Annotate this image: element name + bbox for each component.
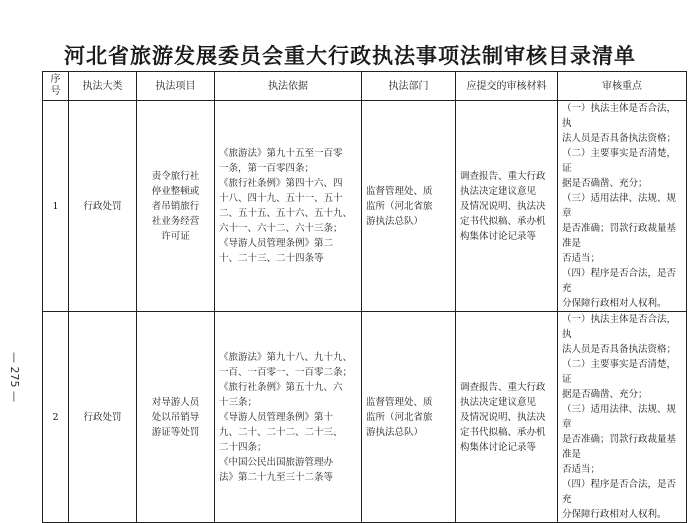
text-line: 《旅行社条例》第五十九、六 bbox=[219, 381, 343, 393]
text-line: 责令旅行社 bbox=[151, 170, 200, 182]
page-number: — 275 — bbox=[8, 352, 21, 402]
text-line: 九、二十、二十二、二十三、 bbox=[219, 426, 343, 438]
row-seq: 1 bbox=[43, 101, 69, 312]
row-item bbox=[137, 101, 215, 312]
row-materials bbox=[456, 312, 558, 523]
text-line: 分保障行政相对人权利。 bbox=[562, 298, 667, 309]
text-line: （四）程序是否合法，是否充 bbox=[562, 268, 677, 294]
text-line: 调查报告、重大行政 bbox=[460, 170, 546, 182]
text-line: （二）主要事实是否清楚，证 bbox=[562, 148, 677, 174]
text-line: 《导游人员管理条例》第二 bbox=[219, 238, 334, 249]
text-line: 《导游人员管理条例》第十 bbox=[219, 411, 334, 423]
text-line: 《中国公民出国旅游管理办 bbox=[219, 456, 334, 468]
text-line: 处以吊销导 bbox=[151, 411, 200, 423]
text-line: 执法决定建议意见 bbox=[460, 396, 537, 408]
table-header-row bbox=[43, 72, 687, 101]
text-line: 监督管理处、质 bbox=[366, 396, 433, 408]
header-seq: 序号 bbox=[43, 72, 69, 101]
row-points bbox=[558, 101, 687, 312]
text-line: 分保障行政相对人权利。 bbox=[562, 509, 667, 520]
row-seq: 2 bbox=[43, 312, 69, 523]
text-line: 一百、一百零一、一百零二条； bbox=[219, 366, 353, 378]
text-line: 六十一、六十二、六十三条； bbox=[219, 223, 343, 234]
text-line: 停业整顿或 bbox=[151, 185, 200, 197]
text-line: 定书代拟稿、承办机 bbox=[460, 426, 546, 438]
text-line: 定书代拟稿、承办机 bbox=[460, 215, 546, 227]
text-line: 及情况说明、执法决 bbox=[460, 411, 546, 423]
text-line: 调查报告、重大行政 bbox=[460, 381, 546, 393]
text-line: 十三条； bbox=[219, 396, 258, 408]
text-line: 构集体讨论记录等 bbox=[460, 441, 537, 453]
row-item bbox=[137, 312, 215, 523]
header-basis: 执法依据 bbox=[215, 72, 362, 101]
header-item: 执法项目 bbox=[137, 72, 215, 101]
text-line: 是否准确；罚款行政裁量基准是 bbox=[562, 434, 677, 460]
text-line: （三）适用法律、法规、规章 bbox=[562, 193, 677, 219]
text-line: （一）执法主体是否合法，执 bbox=[562, 103, 677, 129]
text-line: 构集体讨论记录等 bbox=[460, 230, 537, 242]
header-dept: 执法部门 bbox=[362, 72, 456, 101]
text-line: 游执法总队） bbox=[366, 426, 424, 438]
text-line: 游执法总队） bbox=[366, 215, 424, 227]
row-materials bbox=[456, 101, 558, 312]
header-points: 审核重点 bbox=[558, 72, 687, 101]
text-line: 监所（河北省旅 bbox=[366, 411, 433, 423]
header-materials: 应提交的审核材料 bbox=[456, 72, 558, 101]
text-line: 《旅行社条例》第四十六、四 bbox=[219, 178, 343, 189]
text-line: （一）执法主体是否合法，执 bbox=[562, 314, 677, 340]
text-line: 对导游人员 bbox=[151, 396, 200, 408]
table-row bbox=[43, 312, 687, 523]
text-line: （四）程序是否合法，是否充 bbox=[562, 479, 677, 505]
text-line: 监所（河北省旅 bbox=[366, 200, 433, 212]
text-line: 《旅游法》第九十五至一百零 bbox=[219, 148, 343, 159]
text-line: （二）主要事实是否清楚，证 bbox=[562, 359, 677, 385]
text-line: 据是否确凿、充分； bbox=[562, 178, 648, 189]
text-line: 据是否确凿、充分； bbox=[562, 389, 648, 400]
row-category: 行政处罚 bbox=[69, 101, 137, 312]
text-line: 社业务经营 bbox=[151, 215, 200, 227]
header-category: 执法大类 bbox=[69, 72, 137, 101]
text-line: 法人员是否具备执法资格； bbox=[562, 133, 677, 144]
text-line: 游证等处罚 bbox=[151, 426, 200, 438]
text-line: （三）适用法律、法规、规章 bbox=[562, 404, 677, 430]
text-line: 否适当； bbox=[562, 464, 601, 475]
text-line: 一条，第一百零四条； bbox=[219, 163, 315, 174]
text-line: 否适当； bbox=[562, 253, 601, 264]
row-dept bbox=[362, 101, 456, 312]
row-category: 行政处罚 bbox=[69, 312, 137, 523]
text-line: 法人员是否具备执法资格； bbox=[562, 344, 677, 355]
row-dept bbox=[362, 312, 456, 523]
text-line: 许可证 bbox=[161, 230, 190, 242]
text-line: 及情况说明、执法决 bbox=[460, 200, 546, 212]
table-row bbox=[43, 101, 687, 312]
text-line: 二、五十五、五十六、五十九、 bbox=[219, 208, 353, 219]
row-points bbox=[558, 312, 687, 523]
text-line: 是否准确；罚款行政裁量基准是 bbox=[562, 223, 677, 249]
text-line: 执法决定建议意见 bbox=[460, 185, 537, 197]
row-basis bbox=[215, 101, 362, 312]
page-title: 河北省旅游发展委员会重大行政执法事项法制审核目录清单 bbox=[64, 44, 636, 68]
text-line: 法》第二十九至三十二条等 bbox=[219, 471, 334, 483]
text-line: 十八、四十九、五十一、五十 bbox=[219, 193, 343, 204]
text-line: 监督管理处、质 bbox=[366, 185, 433, 197]
row-basis bbox=[215, 312, 362, 523]
text-line: 《旅游法》第九十八、九十九、 bbox=[219, 351, 353, 363]
review-catalog-table bbox=[42, 71, 687, 523]
text-line: 者吊销旅行 bbox=[151, 200, 200, 212]
text-line: 十、二十三、二十四条等 bbox=[219, 253, 324, 264]
text-line: 二十四条； bbox=[219, 441, 267, 453]
